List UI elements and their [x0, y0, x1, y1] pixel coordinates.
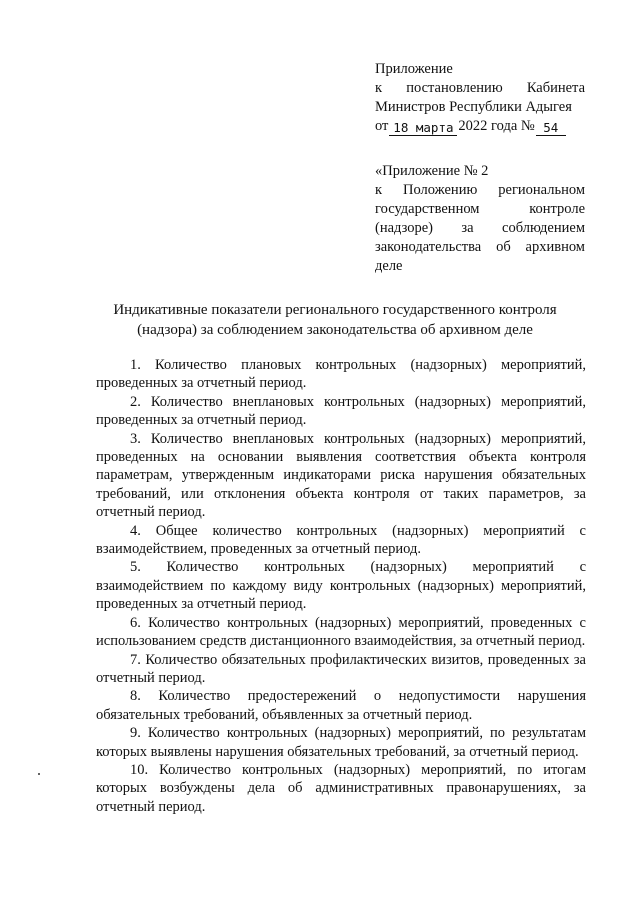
indicator-item-9: 9. Количество контрольных (надзорных) мероприятий, по результатам которых выявлены нарушения обязательных требований, за отчетный период.	[96, 725, 586, 760]
date-prefix: от	[375, 118, 389, 134]
appendix-title: «Приложение № 2	[375, 163, 489, 179]
appendix-line-4	[375, 219, 585, 238]
appendix-word-regionalnom: региональном	[498, 182, 585, 198]
indicator-item-6: 6. Количество контрольных (надзорных) мероприятий, проведенных с использованием средств дистанционного взаимодействия, за отчетный период.	[96, 614, 586, 650]
indicator-item-10: 10. Количество контрольных (надзорных) мероприятий, по итогам которых возбуждены дела об административных правонарушениях, за отчетный период.	[96, 761, 586, 815]
appendix-line-6: деле	[375, 258, 403, 274]
indicator-item-5: 5. Количество контрольных (надзорных) мероприятий с взаимодействием по каждому виду контрольных (надзорных) мероприятий, проведенных за отчетный период.	[96, 559, 586, 613]
date-value: 18 марта	[389, 120, 457, 136]
indicator-item-1: 1. Количество плановых контрольных (надзорных) мероприятий, проведенных за отчетный период.	[96, 357, 586, 392]
indicator-list	[96, 356, 586, 816]
approval-word-kabineta: Кабинета	[526, 80, 586, 96]
appendix-line-2	[375, 181, 585, 200]
approval-date-line	[375, 117, 585, 136]
approval-k: к	[375, 80, 383, 96]
title-line-2: (надзора) за соблюдением законодательства об архивном деле	[137, 322, 533, 338]
appendix-k: к	[375, 182, 383, 198]
appendix-line-5: законодательства об архивном	[375, 239, 585, 255]
scan-speck	[38, 773, 40, 775]
appendix-word-soblyudeniem: соблюдением	[502, 220, 585, 236]
approval-block	[375, 60, 585, 136]
indicator-item-8: 8. Количество предостережений о недопустимости нарушения обязательных требований, объявленных за отчетный период.	[96, 688, 586, 723]
indicator-item-4: 4. Общее количество контрольных (надзорных) мероприятий с взаимодействием, проведенных за отчетный период.	[96, 522, 586, 558]
date-suffix: 2022 года №	[458, 118, 535, 134]
appendix-word-polozheniyu: Положению	[403, 182, 478, 198]
document-number: 54	[536, 120, 566, 136]
appendix-block	[375, 162, 585, 276]
appendix-word-gosudarstvennom: государственном	[375, 201, 480, 217]
approval-title: Приложение	[375, 61, 453, 77]
indicator-item-3: 3. Количество внеплановых контрольных (надзорных) мероприятий, проведенных на основании выявления соответствия объекта контроля параметрам, утвержденным индикаторами риска нарушения обязательных требований, или отклонения объекта контроля от таких параметров, за отчетный период.	[96, 430, 586, 521]
approval-line-2	[375, 79, 585, 98]
approval-line-3: Министров Республики Адыгея	[375, 99, 572, 115]
appendix-line-3	[375, 200, 585, 219]
approval-word-postanovleniyu: постановлению	[406, 80, 503, 96]
title-line-1: Индикативные показатели регионального государственного контроля	[113, 302, 557, 318]
appendix-word-kontrole: контроле	[529, 201, 585, 217]
document-title	[80, 300, 590, 340]
indicator-item-7: 7. Количество обязательных профилактических визитов, проведенных за отчетный период.	[96, 651, 586, 686]
indicator-item-2: 2. Количество внеплановых контрольных (надзорных) мероприятий, проведенных за отчетный период.	[96, 393, 586, 429]
appendix-word-za: за	[461, 220, 474, 236]
appendix-word-nadzore: (надзоре)	[375, 220, 433, 236]
